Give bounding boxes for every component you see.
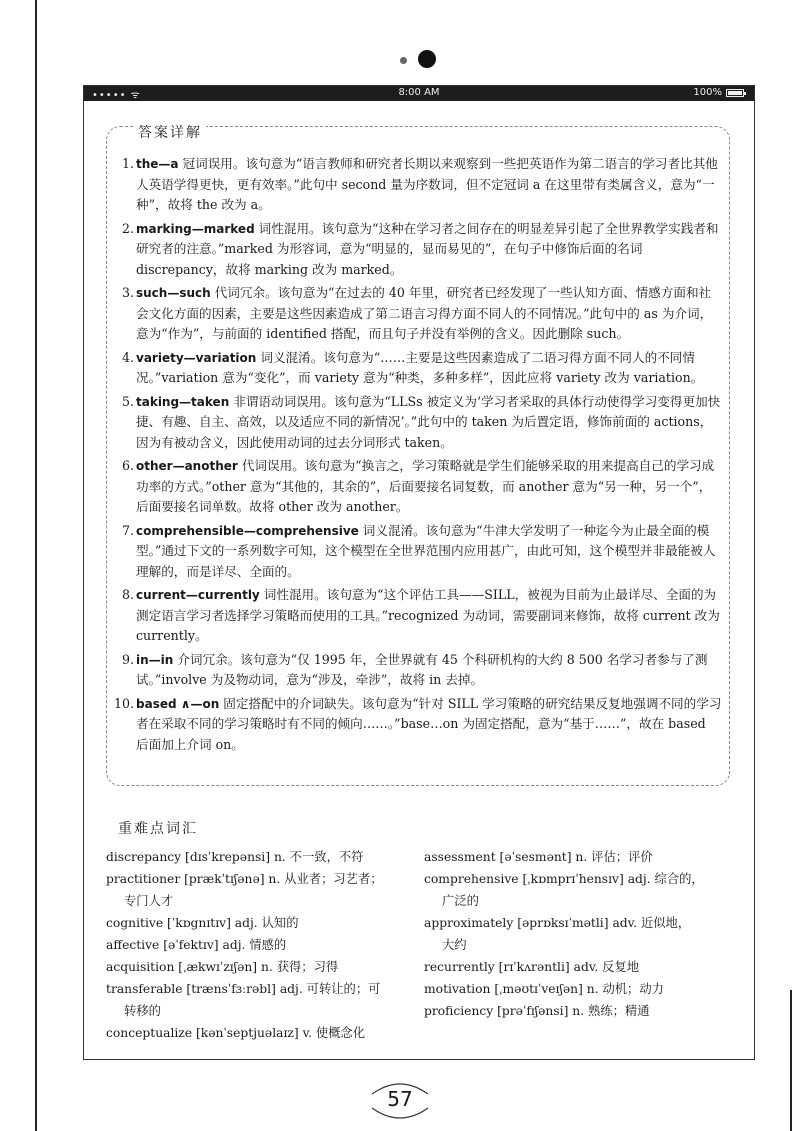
battery-indicator — [693, 87, 744, 98]
answer-item-head: variety—variation — [136, 350, 257, 365]
answer-item-head: the—a — [136, 157, 179, 171]
answer-item-text: 非谓语动词误用。该句意为“LLSs 被定义为‘学习者采取的具体行动使得学习变得更加快捷、有趣、自主、高效，以及适应不同的新情况’。”此句中的 taken 为后置定语，修饰前面的 actions，因为有被动含义，因此使用动词的过去分词形式 taken。 — [136, 393, 721, 450]
vocab-entry — [424, 868, 744, 912]
vocab-entry-line: acquisition [ˌækwɪˈzɪʃən] n. 获得；习得 — [106, 960, 339, 974]
answer-item — [114, 283, 722, 345]
answer-item-number: 7. — [121, 522, 134, 538]
vocab-entry — [424, 912, 744, 956]
answer-item-number: 6. — [121, 458, 134, 473]
vocab-entry-line: proficiency [prəˈfɪʃənsi] n. 熟练；精通 — [424, 1004, 650, 1018]
answer-item-number: 1. — [121, 156, 134, 171]
vocab-entry-line: assessment [əˈsesmənt] n. 评估；评价 — [424, 850, 653, 864]
answer-item-head: marking—marked — [136, 221, 255, 236]
vocab-entry-continuation: 专门人才 — [124, 894, 174, 908]
signal-icon: ••••• ᯤ — [92, 90, 141, 101]
vocab-column-left — [106, 846, 416, 1044]
answer-item-head: other—another — [136, 459, 238, 473]
vocab-section-title: 重难点词汇 — [118, 821, 198, 837]
answer-item-text: 词义混淆。该句意为“牛津大学发明了一种迄今为止最全面的模型。”通过下文的一系列数字可知，这个模型在全世界范围内应用甚广，由此可知，这个模型并非最能被人理解的，而是详尽、全面的。 — [136, 522, 716, 579]
vocab-entry — [106, 934, 416, 956]
vocab-entry-continuation: 广泛的 — [442, 894, 479, 908]
answer-item-head: taking—taken — [136, 394, 230, 409]
vocab-entry — [106, 846, 416, 868]
answer-item-number: 4. — [121, 349, 134, 365]
answer-item-number: 5. — [121, 393, 134, 409]
answer-item-text: 词性混用。该句意为“这个评估工具——SILL，被视为目前为止最详尽、全面的为测定语言学习者选择学习策略而使用的工具。”recognized 为动词，需要副词来修饰，故将 current 改为 currently。 — [136, 587, 720, 643]
vocab-entry-line: conceptualize [kənˈseptjuəlaɪz] v. 使概念化 — [106, 1026, 366, 1040]
answer-item — [114, 585, 722, 647]
battery-percent: 100% — [693, 87, 722, 98]
answer-item-head: such—such — [136, 286, 211, 300]
answer-item-number: 3. — [121, 285, 134, 300]
vocab-entry-line: approximately [əprɒksɪˈmətli] adv. 近似地， — [424, 916, 691, 930]
vocab-entry-line: recurrently [rɪˈkʌrəntli] adv. 反复地 — [424, 960, 640, 974]
answer-list — [114, 154, 722, 758]
answer-item-text: 介词冗余。该句意为“仅 1995 年，全世界就有 45 个科研机构的大约 8 500 名学习者参与了测试。”involve 为及物动词，意为“涉及，牵涉”，故将 in 去掉。 — [136, 651, 708, 687]
vocab-entry — [106, 868, 416, 912]
page-number: 57 — [387, 1087, 413, 1111]
answer-item-number: 9. — [121, 651, 134, 667]
answer-item-head: comprehensible—comprehensive — [136, 523, 359, 538]
answer-item — [114, 392, 722, 454]
vocab-entry — [424, 956, 744, 978]
vocab-entry — [424, 846, 744, 868]
answer-item-text: 固定搭配中的介词缺失。该句意为“针对 SILL 学习策略的研究结果反复地强调不同的学习者在采取不同的学习策略时有不同的倾向……。”base…on 为固定搭配，意为“基于……”，故在 based 后面加上介词 on。 — [136, 695, 722, 752]
answer-section-title: 答案详解 — [134, 122, 206, 142]
vocab-column-right — [424, 846, 744, 1022]
vocab-entry-line: affective [əˈfektɪv] adj. 情感的 — [106, 938, 287, 952]
answer-item — [114, 650, 722, 691]
vocab-entry-line: motivation [ˌməʊtɪˈveɪʃən] n. 动机；动力 — [424, 982, 664, 996]
answer-item-number: 2. — [121, 220, 134, 236]
answer-item — [114, 154, 722, 216]
answer-item-head: current—currently — [136, 588, 260, 602]
answer-item — [114, 694, 722, 756]
battery-icon — [726, 89, 744, 97]
answer-item-head: in—in — [136, 652, 174, 667]
left-margin-line — [35, 0, 37, 1131]
status-time: 8:00 AM — [398, 87, 440, 98]
answer-item-text: 代词冗余。该句意为“在过去的 40 年里，研究者已经发现了一些认知方面、情感方面和社会文化方面的因素，主要是这些因素造成了第二语言习得方面不同人的不同情况。”此句中的 as 为介词，意为“作为”，与前面的 identified 搭配，而且句子并没有举例的含义。因此删除 such。 — [136, 285, 713, 341]
vocab-entry-line: practitioner [prækˈtɪʃənə] n. 从业者；习艺者； — [106, 872, 383, 886]
answer-item-text: 词义混淆。该句意为“……主要是这些因素造成了二语习得方面不同人的不同情况。”variation 意为“变化”，而 variety 意为“种类，多种多样”，因此应将 variety 改为 variation。 — [136, 349, 704, 385]
answer-item-number: 8. — [121, 587, 134, 602]
answer-item-head: based ∧—on — [136, 696, 220, 711]
answer-item-text: 冠词误用。该句意为“语言教师和研究者长期以来观察到一些把英语作为第二语言的学习者比其他人英语学得更快，更有效率。”此句中 second 量为序数词，但不定冠词 a 在这里带有类属含义，意为“一种”，故将 the 改为 a。 — [136, 156, 718, 212]
vocab-entry-line: transferable [trænsˈfɜːrəbl] adj. 可转让的；可 — [106, 982, 381, 996]
answer-item — [114, 219, 722, 281]
vocab-entry — [424, 1000, 744, 1022]
vocab-entry-line: discrepancy [dɪsˈkrepənsi] n. 不一致，不符 — [106, 850, 364, 864]
answer-item — [114, 456, 722, 518]
right-margin-line — [790, 990, 792, 1131]
vocab-entry — [424, 978, 744, 1000]
vocab-entry-line: comprehensive [ˌkɒmprɪˈhensɪv] adj. 综合的， — [424, 872, 704, 886]
vocab-entry — [106, 956, 416, 978]
answer-item-text: 代词误用。该句意为“换言之，学习策略就是学生们能够采取的用来提高自己的学习成功率的方式。”other 意为“其他的，其余的”，后面要接名词复数，而 another 意为“另一种，另一个”，后面要接名词单数。故将 other 改为 another。 — [136, 458, 715, 514]
answer-item — [114, 521, 722, 583]
vocab-entry-continuation: 大约 — [442, 938, 467, 952]
vocab-entry — [106, 978, 416, 1022]
device-screen — [83, 85, 755, 1060]
answer-item-text: 词性混用。该句意为“这种在学习者之间存在的明显差异引起了全世界教学实践者和研究者的注意。”marked 为形容词，意为“明显的，显而易见的”，在句子中修饰后面的名词 discrepancy，故将 marking 改为 marked。 — [136, 220, 719, 277]
answer-item — [114, 348, 722, 389]
camera-lens-icon — [418, 50, 436, 68]
vocab-entry — [106, 912, 416, 934]
camera-sensor-icon — [400, 57, 407, 64]
vocab-entry-line: cognitive [ˈkɒgnɪtɪv] adj. 认知的 — [106, 916, 299, 930]
status-bar — [84, 86, 754, 101]
answer-item-number: 10. — [114, 695, 135, 711]
vocab-entry — [106, 1022, 416, 1044]
vocab-entry-continuation: 转移的 — [124, 1004, 161, 1018]
